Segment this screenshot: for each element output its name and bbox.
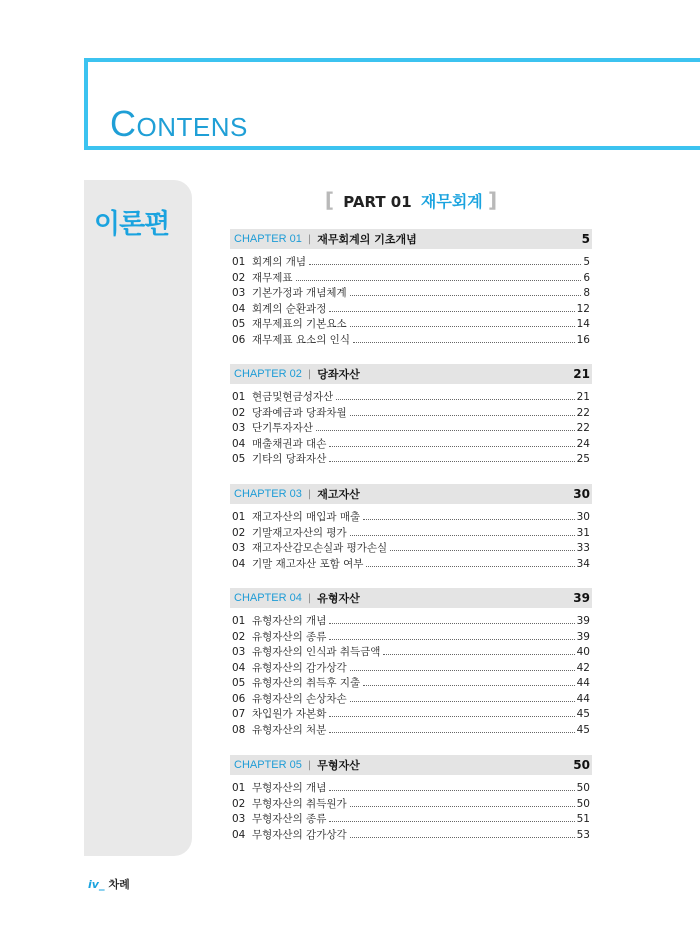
footer-label: 차례: [108, 878, 130, 891]
toc-entry[interactable]: [230, 421, 592, 437]
chapter-header[interactable]: [230, 364, 592, 384]
toc-entry[interactable]: [230, 557, 592, 573]
entry-number: 05: [232, 677, 246, 689]
entry-number: 02: [232, 271, 246, 284]
chapter-page: 50: [573, 758, 590, 772]
entry-title: 기타의 당좌자산: [252, 453, 327, 465]
entry-page: 6: [583, 271, 590, 284]
dot-leader: [309, 264, 581, 265]
dot-leader: [353, 342, 575, 343]
toc-entry[interactable]: [230, 781, 592, 797]
entry-number: 04: [232, 828, 246, 841]
entry-title: 재고자산의 매입과 매출: [252, 511, 361, 523]
dot-leader: [363, 519, 575, 520]
page-number: iv_: [88, 878, 105, 891]
dot-leader: [329, 732, 574, 733]
dot-leader: [383, 654, 574, 655]
sidebar-tab: [84, 180, 192, 856]
chapter-title: 재무회계의 기초개념: [317, 233, 417, 246]
entry-number: 03: [232, 287, 246, 299]
entry-page: 51: [576, 813, 590, 825]
chapter-label: CHAPTER 04: [234, 592, 302, 604]
entry-title: 기말재고자산의 평가: [252, 526, 347, 539]
dot-leader: [336, 399, 574, 400]
entry-number: 04: [232, 557, 246, 570]
chapter-separator: |: [307, 759, 312, 771]
toc-entry[interactable]: [230, 390, 592, 406]
dot-leader: [366, 566, 574, 567]
toc-entry[interactable]: [230, 723, 592, 739]
entry-number: 04: [232, 437, 246, 450]
page-footer: [88, 876, 130, 892]
toc-entry[interactable]: [230, 676, 592, 692]
entry-page: 8: [583, 287, 590, 299]
entry-page: 16: [576, 333, 590, 346]
chapter-page: 30: [573, 487, 590, 501]
entry-page: 33: [576, 542, 590, 554]
toc-entry[interactable]: [230, 437, 592, 453]
chapter-title: 무형자산: [317, 759, 360, 772]
toc-entry[interactable]: [230, 406, 592, 422]
part-open-bracket: [: [324, 188, 335, 212]
part-number: PART 01: [343, 193, 412, 211]
dot-leader: [350, 806, 575, 807]
dot-leader: [350, 295, 582, 296]
entry-page: 34: [576, 557, 590, 570]
entry-page: 24: [576, 437, 590, 450]
entry-number: 08: [232, 723, 246, 736]
entry-title: 유형자산의 처분: [252, 723, 327, 736]
entry-title: 단기투자자산: [252, 422, 313, 434]
entry-page: 45: [576, 723, 590, 736]
entry-number: 07: [232, 708, 246, 720]
chapter-title: 재고자산: [317, 488, 360, 501]
entry-page: 22: [576, 406, 590, 419]
chapter-page: 39: [573, 591, 590, 605]
toc-entry[interactable]: [230, 286, 592, 302]
entry-number: 02: [232, 526, 246, 539]
dot-leader: [350, 837, 575, 838]
chapter-header[interactable]: [230, 229, 592, 249]
sidebar-label: 이론편: [94, 209, 170, 240]
entry-number: 02: [232, 406, 246, 419]
entry-page: 44: [576, 692, 590, 705]
entry-page: 5: [583, 256, 590, 268]
entry-page: 39: [576, 630, 590, 643]
entry-number: 02: [232, 630, 246, 643]
toc-entry[interactable]: [230, 707, 592, 723]
chapter-separator: |: [307, 368, 312, 380]
toc-entry[interactable]: [230, 797, 592, 813]
title-rest: ONTENS: [136, 112, 248, 142]
dot-leader: [329, 821, 574, 822]
dot-leader: [390, 550, 574, 551]
dot-leader: [350, 701, 575, 702]
entry-page: 45: [576, 708, 590, 720]
entry-title: 회계의 개념: [252, 256, 307, 268]
chapter-label: CHAPTER 01: [234, 233, 302, 245]
dot-leader: [329, 446, 574, 447]
chapter-04: [230, 588, 592, 738]
entry-title: 차입원가 자본화: [252, 708, 327, 720]
toc-entry[interactable]: [230, 452, 592, 468]
chapter-page: 5: [581, 232, 590, 246]
entry-title: 기본가정과 개념체계: [252, 287, 347, 299]
entry-number: 03: [232, 813, 246, 825]
entry-number: 01: [232, 511, 246, 523]
entry-number: 01: [232, 615, 246, 627]
entry-number: 03: [232, 646, 246, 658]
dot-leader: [350, 415, 575, 416]
title-initial: C: [110, 103, 137, 144]
entry-number: 03: [232, 542, 246, 554]
chapter-page: 21: [573, 367, 590, 381]
entry-title: 무형자산의 종류: [252, 813, 327, 825]
chapter-05: [230, 755, 592, 843]
entry-title: 재무제표의 기본요소: [252, 318, 347, 330]
toc-entry[interactable]: [230, 630, 592, 646]
toc-entry[interactable]: [230, 812, 592, 828]
entry-number: 04: [232, 661, 246, 674]
entry-page: 42: [576, 661, 590, 674]
entry-number: 02: [232, 797, 246, 810]
entry-title: 당좌예금과 당좌차월: [252, 406, 347, 419]
entry-page: 30: [576, 511, 590, 523]
toc-entry[interactable]: [230, 645, 592, 661]
toc-entry[interactable]: [230, 828, 592, 844]
dot-leader: [329, 461, 574, 462]
entry-number: 05: [232, 453, 246, 465]
part-title: 재무회계: [420, 192, 483, 211]
entry-title: 유형자산의 인식과 취득금액: [252, 646, 381, 658]
dot-leader: [329, 623, 574, 624]
chapter-title: 유형자산: [317, 592, 360, 605]
entry-page: 21: [576, 391, 590, 403]
entry-title: 무형자산의 감가상각: [252, 828, 347, 841]
toc-entry[interactable]: [230, 526, 592, 542]
entry-title: 매출채권과 대손: [252, 437, 327, 450]
toc-entry[interactable]: [230, 302, 592, 318]
entry-page: 50: [576, 797, 590, 810]
entry-page: 22: [576, 422, 590, 434]
chapter-02: [230, 364, 592, 468]
chapter-header[interactable]: [230, 755, 592, 775]
entry-page: 14: [576, 318, 590, 330]
page-title: [110, 103, 248, 144]
entry-title: 유형자산의 감가상각: [252, 661, 347, 674]
entry-page: 50: [576, 782, 590, 794]
entry-page: 31: [576, 526, 590, 539]
entry-title: 유형자산의 종류: [252, 630, 327, 643]
toc-entry[interactable]: [230, 333, 592, 349]
contents-header: [84, 58, 700, 150]
entry-title: 재무제표 요소의 인식: [252, 333, 350, 346]
chapter-label: CHAPTER 05: [234, 759, 302, 771]
dot-leader: [296, 280, 582, 281]
dot-leader: [329, 716, 574, 717]
dot-leader: [350, 326, 575, 327]
part-heading: [230, 188, 592, 212]
entry-title: 현금및현금성자산: [252, 391, 334, 403]
chapter-title: 당좌자산: [317, 368, 360, 381]
dot-leader: [329, 790, 574, 791]
dot-leader: [363, 685, 575, 686]
entry-title: 무형자산의 취득원가: [252, 797, 347, 810]
chapter-separator: |: [307, 233, 312, 245]
entry-title: 기말 재고자산 포함 여부: [252, 557, 364, 570]
entry-title: 회계의 순환과정: [252, 302, 327, 315]
toc-entry[interactable]: [230, 661, 592, 677]
entry-page: 40: [576, 646, 590, 658]
entry-title: 유형자산의 개념: [252, 615, 327, 627]
part-close-bracket: ]: [487, 188, 498, 212]
entry-title: 유형자산의 취득후 지출: [252, 677, 361, 689]
dot-leader: [329, 639, 574, 640]
chapter-label: CHAPTER 03: [234, 488, 302, 500]
chapter-header[interactable]: [230, 588, 592, 608]
dot-leader: [316, 430, 575, 431]
chapter-separator: |: [307, 488, 312, 500]
entry-number: 06: [232, 333, 246, 346]
entry-number: 06: [232, 692, 246, 705]
dot-leader: [350, 670, 575, 671]
entry-number: 01: [232, 391, 246, 403]
chapter-01: [230, 229, 592, 348]
entry-page: 44: [576, 677, 590, 689]
entry-page: 12: [576, 302, 590, 315]
entry-page: 53: [576, 828, 590, 841]
entry-title: 무형자산의 개념: [252, 782, 327, 794]
entry-number: 01: [232, 256, 246, 268]
chapter-label: CHAPTER 02: [234, 368, 302, 380]
entry-number: 03: [232, 422, 246, 434]
entry-title: 재고자산감모손실과 평가손실: [252, 542, 388, 554]
toc-entry[interactable]: [230, 510, 592, 526]
entry-number: 04: [232, 302, 246, 315]
dot-leader: [350, 535, 575, 536]
toc-entry[interactable]: [230, 271, 592, 287]
chapter-separator: |: [307, 592, 312, 604]
toc-entry[interactable]: [230, 255, 592, 271]
toc-entry[interactable]: [230, 541, 592, 557]
entry-title: 재무제표: [252, 271, 293, 284]
entry-page: 25: [576, 453, 590, 465]
toc-entry[interactable]: [230, 614, 592, 630]
chapter-header[interactable]: [230, 484, 592, 504]
toc-entry[interactable]: [230, 692, 592, 708]
entry-title: 유형자산의 손상차손: [252, 692, 347, 705]
entry-number: 01: [232, 782, 246, 794]
entry-page: 39: [576, 615, 590, 627]
chapter-03: [230, 484, 592, 572]
entry-number: 05: [232, 318, 246, 330]
toc-entry[interactable]: [230, 317, 592, 333]
dot-leader: [329, 311, 574, 312]
